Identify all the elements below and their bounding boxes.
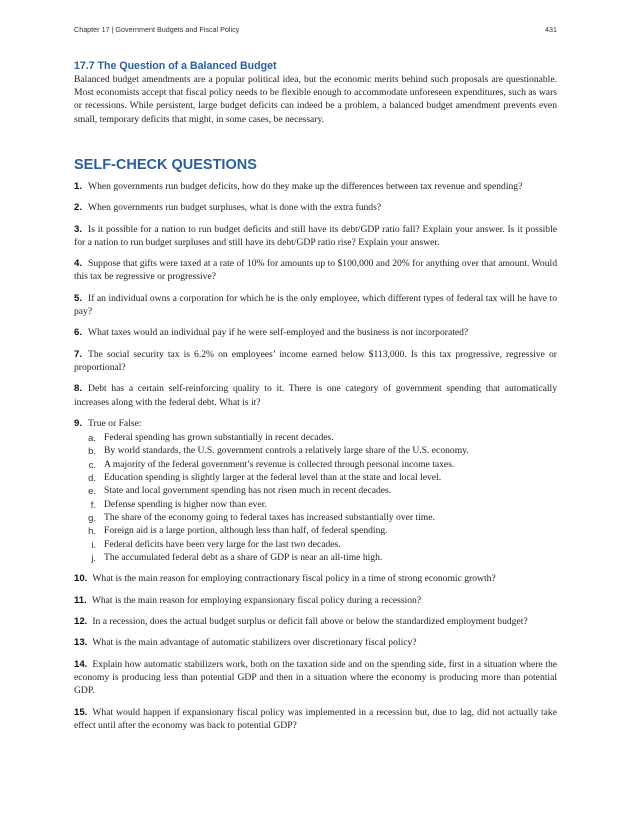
item-label: b. (88, 445, 96, 457)
question-number: 5. (74, 292, 83, 304)
item-text: Federal spending has grown substantially in recent decades. (104, 432, 334, 444)
true-false-item-d (74, 471, 557, 484)
question-text: What is the main reason for employing expansionary fiscal policy during a recession? (91, 594, 422, 606)
self-check-title: SELF-CHECK QUESTIONS (74, 156, 257, 173)
question-text: The social security tax is 6.2% on employees’ income earned below $113,000. Is this tax progressive, regressive or proportional? (74, 348, 557, 373)
true-false-item-j (74, 551, 557, 564)
page-content (74, 60, 557, 740)
item-text: The share of the economy going to federal taxes has increased substantially over time. (104, 511, 435, 523)
question-number: 1. (74, 180, 83, 192)
question-9 (74, 417, 557, 564)
true-false-list (74, 431, 557, 564)
question-12 (74, 615, 557, 628)
question-number: 4. (74, 258, 83, 270)
item-label: e. (88, 485, 96, 497)
question-7 (74, 348, 557, 374)
question-number: 7. (74, 348, 83, 360)
question-text: True or False: (88, 417, 142, 429)
item-label: j. (91, 551, 96, 563)
true-false-item-g (74, 511, 557, 524)
item-label: g. (88, 511, 96, 523)
question-5 (74, 292, 557, 318)
item-text: A majority of the federal government’s revenue is collected through personal income taxes. (104, 458, 455, 470)
question-13 (74, 636, 557, 649)
question-text: In a recession, does the actual budget surplus or deficit fall above or below the standardized employment budget? (92, 616, 528, 628)
question-text: When governments run budget deficits, how do they make up the differences between tax revenue and spending? (88, 180, 523, 192)
question-text: Is it possible for a nation to run budget deficits and still have its debt/GDP ratio fall? Explain your answer. Is it possible for a nation to run budget surpluses and still have its debt/GDP ratio rise? Explain your answer. (74, 223, 557, 248)
item-label: i. (91, 538, 96, 550)
question-1 (74, 180, 557, 193)
question-number: 2. (74, 202, 83, 214)
question-3 (74, 223, 557, 249)
question-number: 13. (74, 637, 88, 649)
question-number: 15. (74, 706, 88, 718)
question-text: Explain how automatic stabilizers work, both on the taxation side and on the spending side, first in a situation where the economy is producing less than potential GDP and then in a situation where the economy is producing more than potential GDP. (74, 658, 557, 697)
section-title: 17.7 The Question of a Balanced Budget (74, 60, 277, 72)
question-text: Suppose that gifts were taxed at a rate of 10% for amounts up to $100,000 and 20% for anything over that amount. Would this tax be regressive or progressive? (74, 258, 557, 283)
true-false-item-h (74, 524, 557, 537)
question-4 (74, 257, 557, 283)
true-false-item-i (74, 538, 557, 551)
question-number: 12. (74, 616, 88, 628)
question-list (74, 180, 557, 732)
question-number: 14. (74, 658, 88, 670)
question-number: 11. (74, 594, 87, 606)
question-number: 10. (74, 573, 88, 585)
question-number: 3. (74, 223, 83, 235)
section-body: Balanced budget amendments are a popular political idea, but the economic merits behind such proposals are questionable. Most economists accept that fiscal policy needs to be flexible enough to accommodate unforeseen expenditures, such as wars or recessions. While persistent, large budget deficits can indeed be a problem, a balanced budget amendment prevents even small, temporary deficits that might, in some cases, be necessary. (74, 74, 557, 125)
question-text: When governments run budget surpluses, what is done with the extra funds? (88, 202, 382, 214)
question-number: 6. (74, 327, 83, 339)
item-label: d. (88, 472, 96, 484)
item-label: c. (88, 458, 96, 470)
question-8 (74, 382, 557, 408)
item-text: By world standards, the U.S. government controls a relatively large share of the U.S. economy. (104, 445, 469, 457)
item-text: Defense spending is higher now than ever. (104, 498, 267, 510)
running-header (74, 25, 557, 34)
item-label: h. (88, 525, 96, 537)
true-false-item-f (74, 498, 557, 511)
item-text: State and local government spending has not risen much in recent decades. (104, 485, 392, 497)
question-14 (74, 658, 557, 698)
item-text: Foreign aid is a large portion, although less than half, of federal spending. (104, 525, 388, 537)
item-label: a. (88, 432, 96, 444)
question-text: If an individual owns a corporation for which he is the only employee, which different types of federal tax will he have to pay? (74, 292, 557, 317)
question-15 (74, 706, 557, 732)
question-2 (74, 201, 557, 214)
question-text: What would happen if expansionary fiscal policy was implemented in a recession but, due to lag, did not actually take effect until after the economy was back to potential GDP? (74, 706, 557, 731)
question-10 (74, 572, 557, 585)
question-text: What is the main advantage of automatic stabilizers over discretionary fiscal policy? (92, 637, 417, 649)
true-false-item-b (74, 444, 557, 457)
true-false-item-c (74, 458, 557, 471)
item-label: f. (90, 498, 96, 510)
question-number: 9. (74, 417, 83, 429)
item-text: Federal deficits have been very large for the last two decades. (104, 538, 341, 550)
question-number: 8. (74, 383, 83, 395)
item-text: Education spending is slightly larger at the federal level than at the state and local level. (104, 472, 442, 484)
question-text: What taxes would an individual pay if he were self-employed and the business is not incorporated? (88, 327, 469, 339)
page-number: 431 (545, 25, 557, 34)
true-false-item-e (74, 484, 557, 497)
question-6 (74, 326, 557, 339)
question-text: Debt has a certain self-reinforcing quality to it. There is one category of government spending that automatically increases along with the federal debt. What is it? (74, 383, 557, 408)
question-11 (74, 594, 557, 607)
item-text: The accumulated federal debt as a share of GDP is near an all-time high. (104, 551, 383, 563)
chapter-title: Chapter 17 | Government Budgets and Fiscal Policy (74, 25, 240, 34)
true-false-item-a (74, 431, 557, 444)
question-text: What is the main reason for employing contractionary fiscal policy in a time of strong economic growth? (92, 573, 496, 585)
